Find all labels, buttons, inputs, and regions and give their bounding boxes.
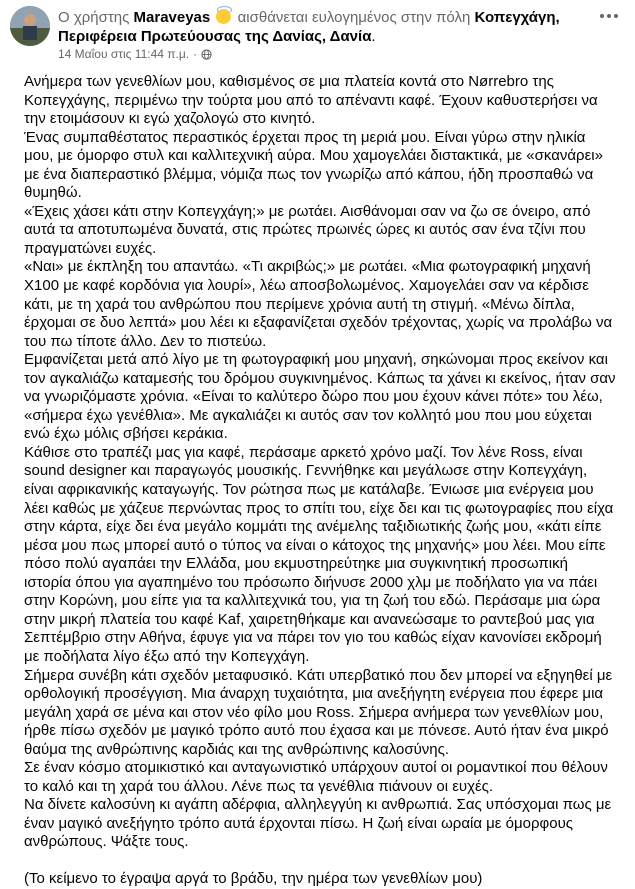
globe-icon[interactable] — [201, 49, 212, 60]
post-paragraph: Να δίνετε καλοσύνη κι αγάπη αδέρφια, αλληλεγγύη κι ανθρωπιά. Σας υπόσχομαι πως με έναν μαγικό ανεξήγητο τρόπο αυτά έρχονται πίσω. Η ζωή είναι ωραία με όμορφους ανθρώπους. Ψάξτε τους. — [24, 796, 612, 851]
post-paragraph: Κάθισε στο τραπέζι μας για καφέ, περάσαμε αρκετό χρόνο μαζί. Τον λένε Ross, είναι sound designer και παραγωγός μουσικής. Γεννήθηκε και μεγάλωσε στην Κοπεγχάγη, είναι αφρικανικής καταγωγής. Τον ρώτησα πως με κατάλαβε. Ένιωσε μια ενέργεια μου λέει καθώς με χάζευε περνώντας προς το σπίτι του, είχε δει και τις φωτογραφίες που είχα στην κάρτα, είχε δει ένα μεγάλο κομμάτι της ανέμελης ταξιδιωτικής ζωής μου, «κάτι είπε μέσα μου πως μπορεί αυτό ο τύπος να είναι ο κάτοχος της μηχανής» μου λέει. Μου είπε πόσο πολύ αγαπάει την Ελλάδα, μου εκμυστηρεύτηκε μια συγκινητική προσωπική ιστορία όπου για αγαπημένο του πρόσωπο διήνυσε 2000 χλμ με ποδήλατο για να πάει στην Κορώνη, μου είπε για τα καλλιτεχνικά του, για τη ζωή του εδώ. Περάσαμε μια ώρα στην μικρή πλατεία του καφέ Kaf, χαιρετηθήκαμε και ανανεώσαμε το ραντεβού μας για Σεπτέμβριο στην Αθήνα, έφυγε για να πάρει τον γιο του καθώς είχαν κανονίσει εκδρομή με ποδήλατα λίγο έξω από την Κοπεγχάγη. — [24, 443, 614, 665]
post-paragraph: «Έχεις χάσει κάτι στην Κοπεγχάγη;» με ρωτάει. Αισθάνομαι σαν να ζω σε όνειρο, από αυτά τα αποτυπωμένα δυνατά, στις πρώτες πρωινές ώρες κι αυτός σαν ένα τζίνι που πραγματώνει ευχές. — [24, 202, 591, 257]
header-suffix: . — [371, 28, 376, 45]
meta-separator: · — [193, 47, 198, 61]
header-prefix: Ο χρήστης — [58, 9, 130, 26]
post-paragraph: «Ναι» με έκπληξη του απαντάω. «Τι ακριβώς;» με ρωτάει. «Μια φωτογραφική μηχανή X100 με καφέ κορδόνια για λουρί», λέω αποσβολωμένος. Χαμογελάει σαν να κέρδισε κάτι, με τη χαρά του ανθρώπου που περίμενε χρόνια αυτή τη στιγμή. «Μένω δίπλα, έρχομαι σε δυο λεπτά» μου λέει κι εξαφανίζεται σχεδόν τρέχοντας, χωρίς να προλάβω να του πω τίποτε άλλο. Δεν το πιστεύω. — [24, 258, 613, 350]
post-paragraph: Εμφανίζεται μετά από λίγο με τη φωτογραφική μου μηχανή, σηκώνομαι προς εκείνον και τον αγκαλιάζω καταμεσής του δρόμου συγκινημένος. Κάπως τα χάνει κι εκείνος, ήταν σαν να γνωριζόμαστε χρόνια. «Είναι το καλύτερο δώρο που μου έχουν κάνει πότε» του λέω, «σήμερα έχω γενέθλια». Με αγκαλιάζει κι αυτός σαν τον κολλητό μου που μου εύχεται ενώ έχω μόλις σβήσει κεράκια. — [24, 351, 616, 443]
smiling-face-with-halo-icon — [216, 9, 231, 24]
avatar-photo-icon — [10, 6, 50, 46]
post-paragraph: Σήμερα συνέβη κάτι σχεδόν μεταφυσικό. Κάτι υπερβατικό που δεν μπορεί να εξηγηθεί με ορθολογική προσέγγιση. Μια άναρχη τυχαιότητα, μια ανεξήγητη ενέργεια που έφερε μια μεγάλη χαρά σε μένα και στον νέο φίλο μου Ross. Σήμερα ανήμερα των γενεθλίων μου, ήρθε πίσω σχεδόν με μαγικό τρόπο αυτό που έχασα και με πόνεσε. Αυτό ήταν ένα μικρό θαύμα της ανθρώπινης καρδιάς και της ανθρώπινης καλοσύνης. — [24, 666, 613, 758]
post-timestamp[interactable]: 14 Μαΐου στις 11:44 π.μ. — [58, 47, 190, 61]
post-paragraph: Ανήμερα των γενεθλίων μου, καθισμένος σε μια πλατεία κοντά στο Nørrebro της Κοπεγχάγης, περιμένω την τούρτα μου από το απέναντι καφέ. Έχουν καθυστερήσει να την ετοιμάσουν κι εγώ χαζολογώ στο κινητό. — [24, 73, 598, 128]
post-paragraph: Ένας συμπαθέστατος περαστικός έρχεται προς τη μεριά μου. Είναι γύρω στην ηλικία μου, με όμορφο στυλ και καλλιτεχνική αύρα. Μου χαμογελάει διστακτικά, με «σκανάρει» με ένα διαπεραστικό βλέμμα, νόμιζα πως τον γνωρίζω από κάπου, ήδη προσπαθώ να θυμηθώ. — [24, 128, 603, 202]
location-link[interactable]: Κοπεγχάγη, Περιφέρεια Πρωτεύουσας της Δανίας, Δανία — [58, 9, 560, 45]
post-signature: (Το κείμενο το έγραψα αργά το βράδυ, την ημέρα των γενεθλίων μου) — [24, 869, 483, 887]
post-header — [0, 0, 635, 60]
post-body — [24, 73, 616, 889]
author-name[interactable]: Maraveyas — [133, 9, 211, 26]
post-header-text — [58, 8, 588, 46]
author-avatar[interactable] — [10, 6, 50, 46]
post-paragraph: Σε έναν κόσμο ατομικιστικό και ανταγωνιστικό υπάρχουν αυτοί οι ρομαντικοί που θέλουν το καλό και τη χαρά του άλλου. Λένε πως τα γενέθλια πιάνουν οι ευχές. — [24, 759, 608, 795]
feeling-text: αισθάνεται ευλογημένος στην πόλη — [237, 9, 471, 26]
more-options-icon[interactable] — [597, 6, 621, 26]
post-meta — [58, 47, 212, 61]
